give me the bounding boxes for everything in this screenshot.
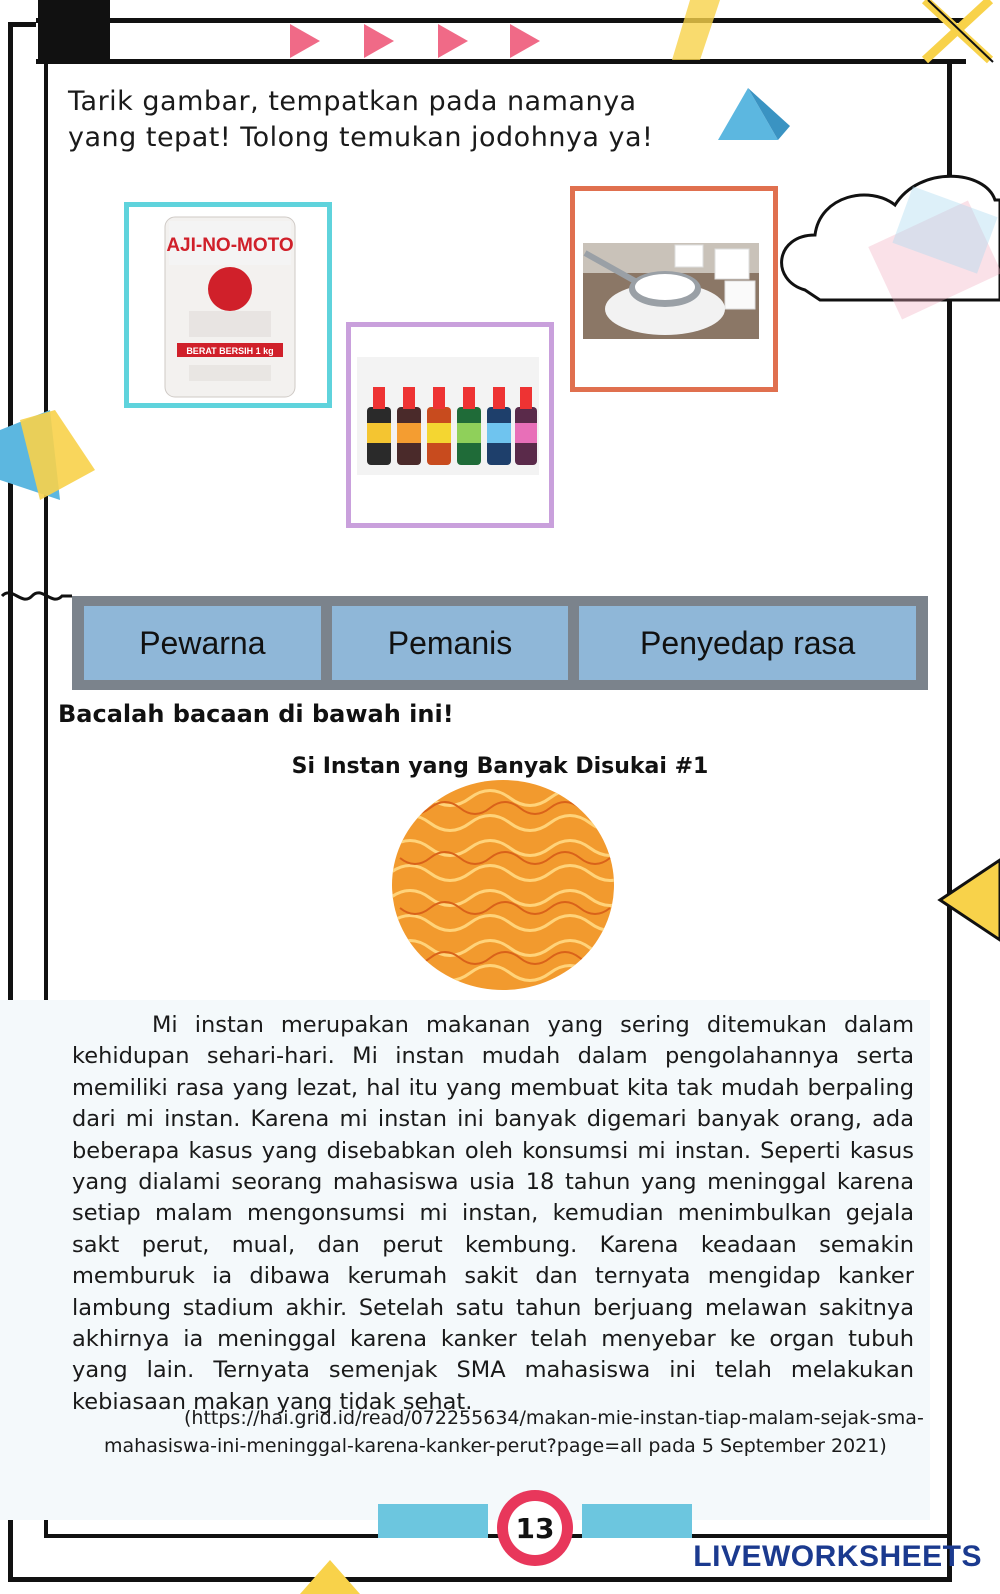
drop-target-pemanis[interactable]: Pemanis (332, 606, 577, 680)
reading-citation: (https://hai.grid.id/read/072255634/makan-mie-instan-tiap-malam-sejak-sma-mahasiswa-ini-meninggal-karena-kanker-perut?page=all pada 5 September 2021) (104, 1407, 924, 1457)
drag-image-sugar[interactable] (570, 186, 778, 392)
instruction-line-2: yang tepat! Tolong temukan jodohnya ya! (68, 122, 654, 153)
msg-brand-label: AJI-NO-MOTO (166, 235, 294, 256)
drop-target-penyedap-rasa[interactable]: Penyedap rasa (579, 606, 916, 680)
footer-ribbon-left (378, 1504, 488, 1538)
reading-paragraph: Mi instan merupakan makanan yang sering ditemukan dalam kehidupan sehari-hari. Mi instan mudah dalam pengolahannya serta memiliki rasa yang lezat, hal itu yang membuat kita tak mudah berpaling dari mi instan. Karena mi instan ini banyak digemari banyak orang, ada beberapa kasus yang disebabkan oleh konsumsi mi instan. Seperti kasus yang dialami seorang mahasiswa usia 18 tahun yang meninggal karena setiap malam mengonsumsi mi instan, kemudian menimbulkan gejala sakt perut, mual, dan perut kembung. Karena keadaan semakin memburuk ia dibawa kerumah sakit dan ternyata mengidap kanker lambung stadium akhir. Setelah satu tahun berjuang melawan sakitnya akhirnya ia meninggal karena kanker telah menyebar ke organ tubuh yang lain. Ternyata semenjak SMA mahasiswa ini telah melakukan kebiasaan makan yang tidak sehat. (72, 1012, 914, 1415)
drag-image-coloring[interactable] (346, 322, 554, 528)
page-number: 13 (508, 1501, 562, 1555)
food-coloring-image (351, 327, 549, 523)
noodle-image (390, 778, 616, 992)
instruction-line-1: Tarik gambar, tempatkan pada namanya (68, 86, 637, 117)
footer-ribbon-right (582, 1504, 692, 1538)
sugar-image (575, 191, 773, 387)
brand-logo: LIVEWORKSHEETS (693, 1540, 982, 1573)
match-targets-row (72, 596, 928, 690)
squiggle-line (2, 593, 72, 599)
page-number-badge (497, 1490, 573, 1566)
story-title: Si Instan yang Banyak Disukai #1 (291, 754, 709, 779)
drop-target-pewarna[interactable]: Pewarna (84, 606, 329, 680)
drag-image-msg[interactable] (124, 202, 332, 408)
yellow-streak (672, 0, 720, 60)
msg-weight-label: BERAT BERSIH 1 kg (186, 346, 274, 356)
instruction-text (68, 84, 708, 156)
yellow-diamond-icon (940, 860, 1000, 940)
reading-heading: Bacalah bacaan di bawah ini! (58, 700, 454, 728)
msg-bag-image (129, 207, 327, 403)
